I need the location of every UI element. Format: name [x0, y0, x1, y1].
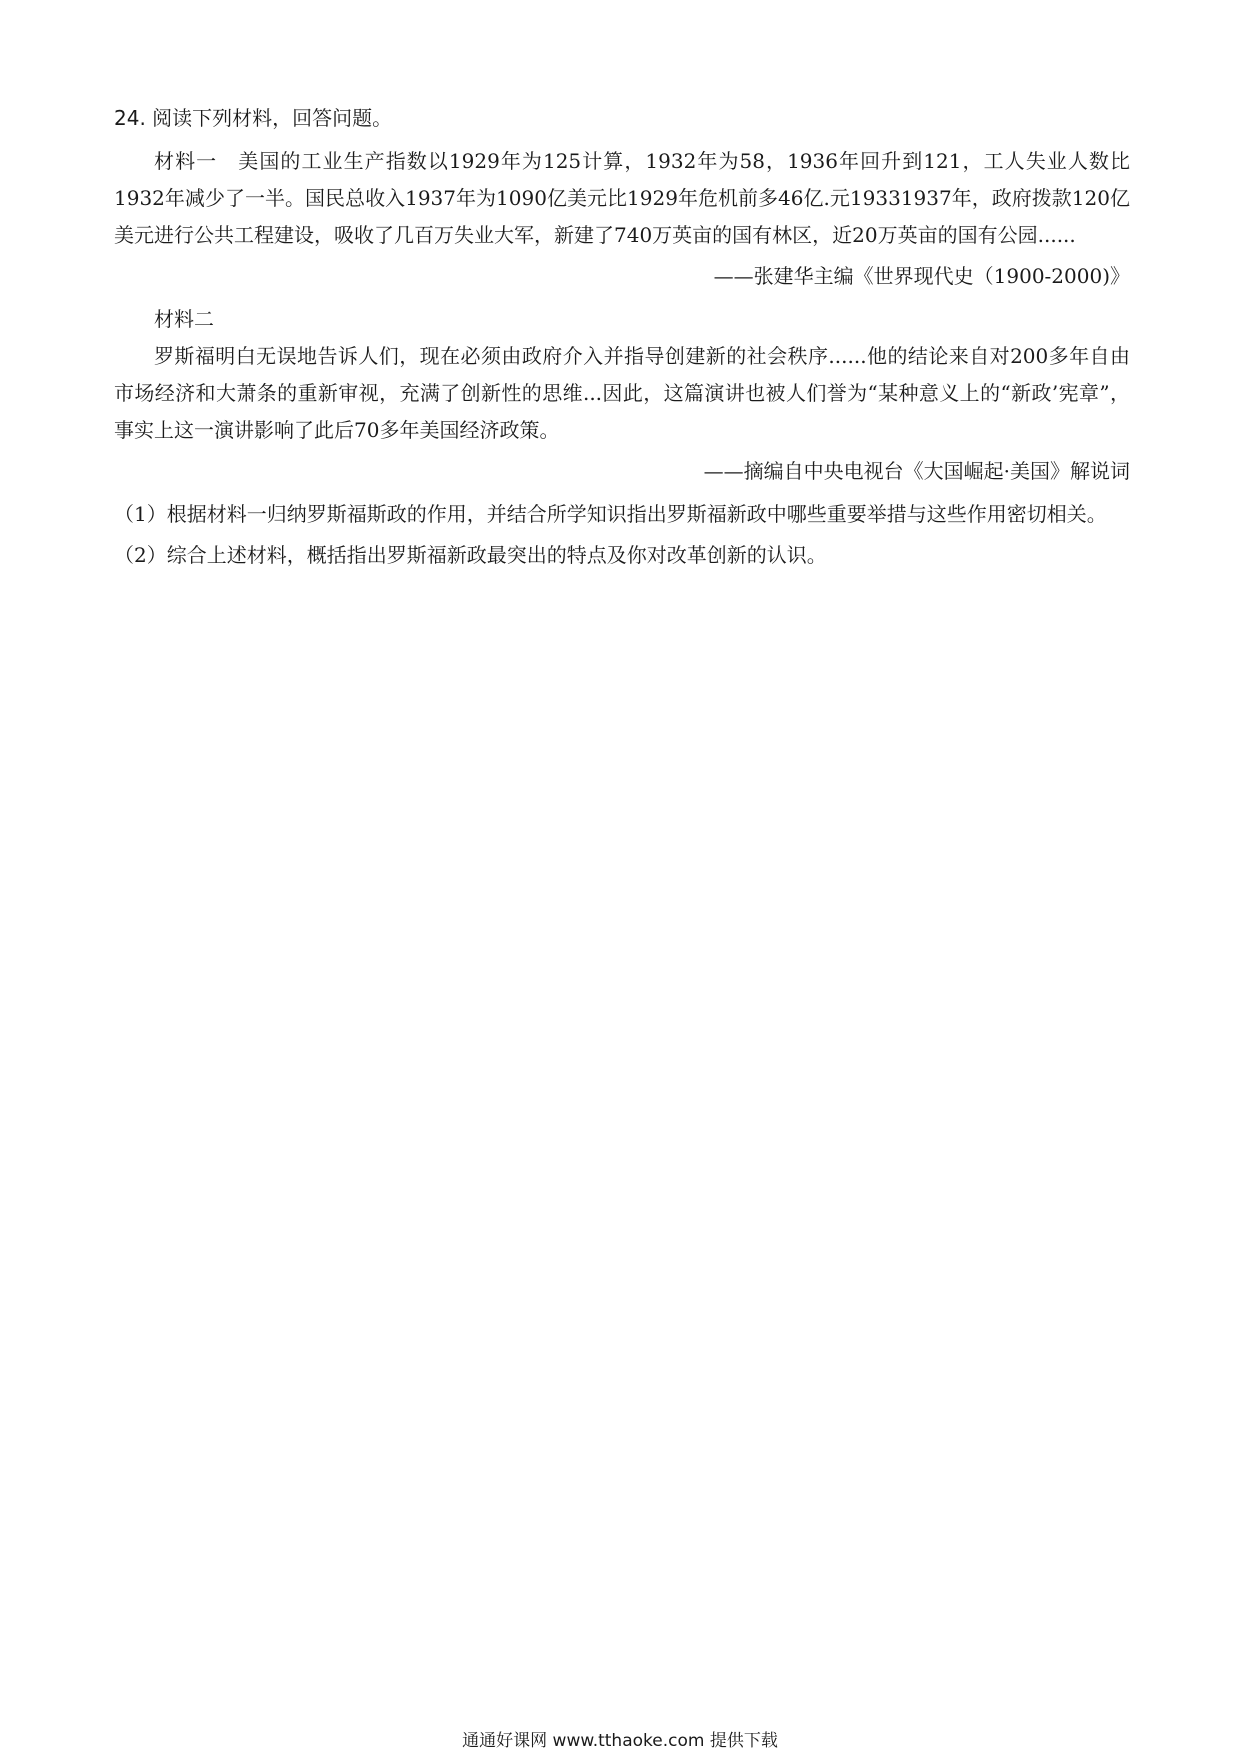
material-one-source: ——张建华主编《世界现代史（1900-2000)》	[713, 264, 1130, 288]
page-footer: 通通好课网 www.tthaoke.com 提供下载	[462, 1731, 778, 1751]
question-block	[114, 100, 1130, 574]
sub-question-2: （2）综合上述材料，概括指出罗斯福新政最突出的特点及你对改革创新的认识。	[114, 543, 827, 567]
sub-question-1: （1）根据材料一归纳罗斯福斯政的作用，并结合所学知识指出罗斯福新政中哪些重要举措与这些作用密切相关。	[114, 502, 1107, 526]
material-two-text: 罗斯福明白无误地告诉人们，现在必须由政府介入并指导创建新的社会秩序......他的结论来自对200多年自由市场经济和大萧条的重新审视，充满了创新性的思维...因此，这篇演讲也被人们誉为“某种意义上的“新政’宪章”，事实上这一演讲影响了此后70多年美国经济政策。	[114, 344, 1130, 442]
material-one-text: 材料一 美国的工业生产指数以1929年为125计算，1932年为58，1936年回升到121，工人失业人数比1932年减少了一半。国民总收入1937年为1090亿美元比1929年危机前多46亿.元19331937年，政府拨款120亿美元进行公共工程建设，吸收了几百万失业大军，新建了740万英亩的国有林区，近20万英亩的国有公园......	[114, 149, 1130, 247]
question-title: 24. 阅读下列材料，回答问题。	[114, 106, 393, 130]
material-two-label: 材料二	[154, 307, 214, 331]
material-two-source: ——摘编自中央电视台《大国崛起·美国》解说词	[703, 459, 1130, 483]
